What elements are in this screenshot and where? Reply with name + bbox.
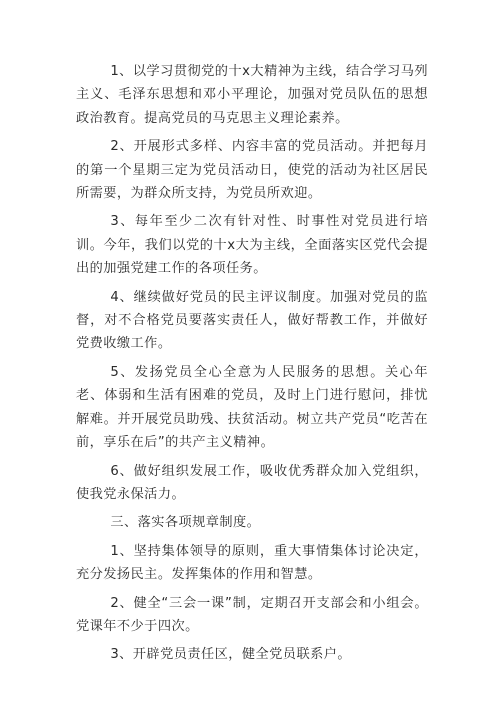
paragraph-8: 2、健全“三会一课”制，定期召开支部会和小组会。党课年不少于四次。	[76, 595, 428, 634]
paragraph-4: 4、继续做好党员的民主评议制度。加强对党员的监督，对不合格党员要落实责任人，做好帮教工作，并做好党费收缴工作。	[76, 289, 428, 352]
paragraph-1: 1、以学习贯彻党的十x大精神为主线，结合学习马列主义、毛泽东思想和邓小平理论，加强对党员队伍的思想政治教育。提高党员的马克思主义理论素养。	[76, 64, 428, 126]
paragraph-9: 3、开辟党员责任区，健全党员联系户。	[110, 647, 351, 663]
document-body	[76, 60, 428, 672]
paragraph-2: 2、开展形式多样、内容丰富的党员活动。并把每月的第一个星期三定为党员活动日，使党的活动为社区居民所需要，为群众所支持，为党员所欢迎。	[76, 139, 428, 202]
paragraph-6: 6、做好组织发展工作，吸收优秀群众加入党组织，使我党永保活力。	[76, 463, 428, 502]
paragraph-7: 1、坚持集体领导的原则，重大事情集体讨论决定，充分发扬民主。发挥集体的作用和智慧。	[76, 543, 428, 583]
paragraph-3: 3、每年至少二次有针对性、时事性对党员进行培训。今年，我们以党的十x大为主线，全面落实区党代会提出的加强党建工作的各项任务。	[76, 214, 428, 277]
paragraph-5: 5、发扬党员全心全意为人民服务的思想。关心年老、体弱和生活有困难的党员，及时上门进行慰问，排忧解难。并开展党员助残、扶贫活动。树立共产党员“吃苦在前，享乐在后”的共产主义精神。	[76, 364, 428, 451]
section-heading: 三、落实各项规章制度。	[110, 515, 261, 531]
